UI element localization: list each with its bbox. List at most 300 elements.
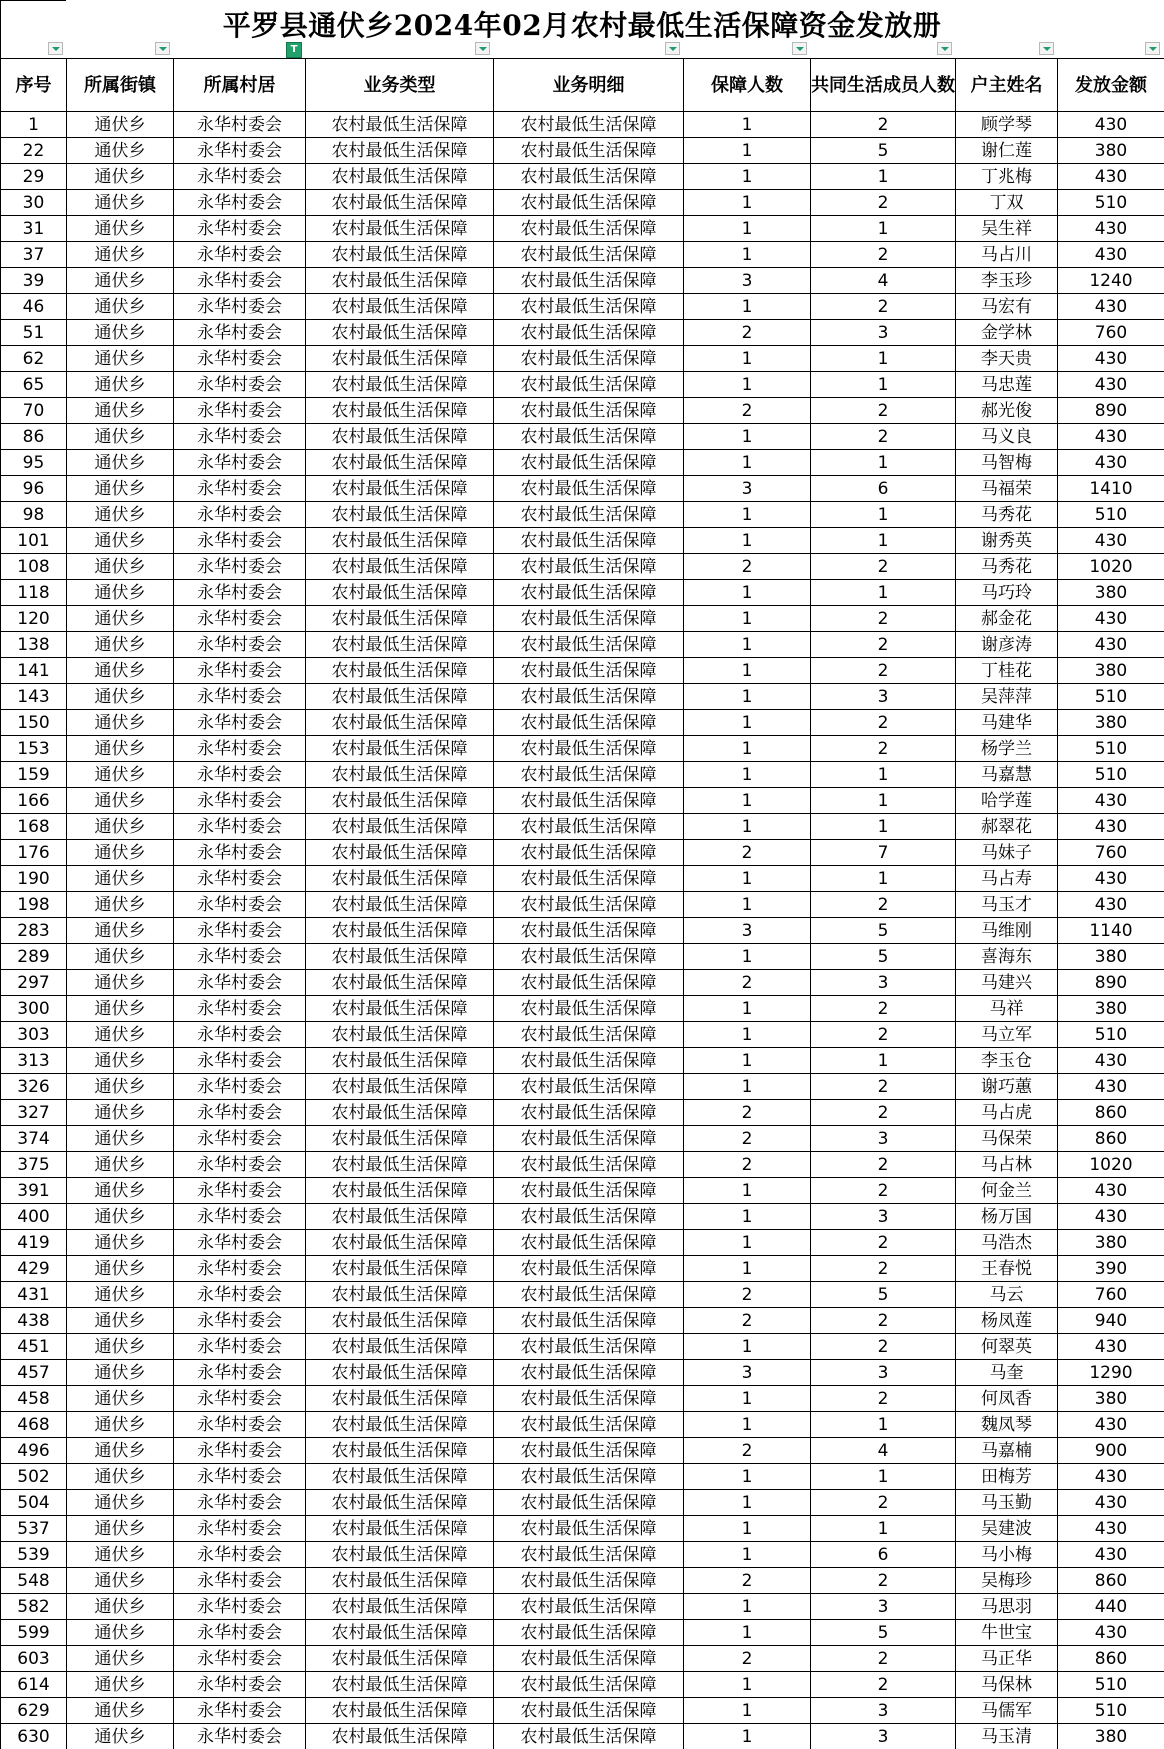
table-cell[interactable]: 农村最低生活保障 xyxy=(306,1412,494,1438)
table-cell[interactable]: 2 xyxy=(811,606,956,632)
table-cell[interactable]: 5 xyxy=(811,918,956,944)
table-cell[interactable]: 2 xyxy=(811,1074,956,1100)
table-cell[interactable]: 马占寿 xyxy=(956,866,1058,892)
table-cell[interactable]: 3 xyxy=(684,476,811,502)
table-cell[interactable]: 51 xyxy=(1,320,67,346)
table-cell[interactable]: 农村最低生活保障 xyxy=(306,1698,494,1724)
table-cell[interactable]: 1 xyxy=(684,762,811,788)
table-cell[interactable]: 永华村委会 xyxy=(174,658,306,684)
table-cell[interactable]: 农村最低生活保障 xyxy=(494,684,684,710)
table-cell[interactable]: 农村最低生活保障 xyxy=(306,268,494,294)
table-cell[interactable]: 李玉仓 xyxy=(956,1048,1058,1074)
filter-dropdown-icon[interactable] xyxy=(1145,42,1160,55)
table-cell[interactable]: 农村最低生活保障 xyxy=(306,840,494,866)
table-cell[interactable]: 永华村委会 xyxy=(174,1074,306,1100)
table-cell[interactable]: 魏凤琴 xyxy=(956,1412,1058,1438)
table-cell[interactable]: 1 xyxy=(684,502,811,528)
table-cell[interactable]: 农村最低生活保障 xyxy=(494,762,684,788)
table-cell[interactable]: 通伏乡 xyxy=(67,944,174,970)
table-cell[interactable]: 39 xyxy=(1,268,67,294)
table-cell[interactable]: 70 xyxy=(1,398,67,424)
table-cell[interactable]: 马维刚 xyxy=(956,918,1058,944)
table-cell[interactable]: 永华村委会 xyxy=(174,112,306,138)
table-cell[interactable]: 通伏乡 xyxy=(67,1412,174,1438)
table-cell[interactable]: 农村最低生活保障 xyxy=(306,762,494,788)
table-cell[interactable]: 2 xyxy=(811,658,956,684)
table-cell[interactable]: 通伏乡 xyxy=(67,476,174,502)
table-cell[interactable]: 468 xyxy=(1,1412,67,1438)
table-cell[interactable]: 1 xyxy=(684,710,811,736)
table-cell[interactable]: 通伏乡 xyxy=(67,450,174,476)
table-cell[interactable]: 通伏乡 xyxy=(67,138,174,164)
table-cell[interactable]: 通伏乡 xyxy=(67,840,174,866)
table-cell[interactable]: 农村最低生活保障 xyxy=(306,1438,494,1464)
table-cell[interactable]: 永华村委会 xyxy=(174,320,306,346)
table-cell[interactable]: 永华村委会 xyxy=(174,710,306,736)
table-cell[interactable]: 农村最低生活保障 xyxy=(494,1282,684,1308)
table-cell[interactable]: 430 xyxy=(1058,1334,1164,1360)
table-cell[interactable]: 5 xyxy=(811,1282,956,1308)
header-cell[interactable]: 序号 xyxy=(1,59,67,112)
table-cell[interactable]: 永华村委会 xyxy=(174,1568,306,1594)
table-cell[interactable]: 农村最低生活保障 xyxy=(306,1204,494,1230)
table-cell[interactable]: 430 xyxy=(1058,866,1164,892)
table-cell[interactable]: 农村最低生活保障 xyxy=(306,1724,494,1749)
table-cell[interactable]: 农村最低生活保障 xyxy=(494,476,684,502)
table-cell[interactable]: 375 xyxy=(1,1152,67,1178)
table-cell[interactable]: 农村最低生活保障 xyxy=(494,268,684,294)
table-cell[interactable]: 1 xyxy=(684,1516,811,1542)
table-cell[interactable]: 1 xyxy=(684,138,811,164)
table-cell[interactable]: 5 xyxy=(811,138,956,164)
table-cell[interactable]: 1 xyxy=(811,164,956,190)
table-cell[interactable]: 1 xyxy=(684,606,811,632)
table-cell[interactable]: 通伏乡 xyxy=(67,1438,174,1464)
table-cell[interactable]: 马正华 xyxy=(956,1646,1058,1672)
table-cell[interactable]: 通伏乡 xyxy=(67,684,174,710)
table-cell[interactable]: 430 xyxy=(1058,1620,1164,1646)
table-cell[interactable]: 1 xyxy=(811,788,956,814)
table-cell[interactable]: 138 xyxy=(1,632,67,658)
table-cell[interactable]: 郝金花 xyxy=(956,606,1058,632)
table-cell[interactable]: 永华村委会 xyxy=(174,632,306,658)
table-cell[interactable]: 510 xyxy=(1058,1672,1164,1698)
table-cell[interactable]: 1 xyxy=(811,1464,956,1490)
table-cell[interactable]: 430 xyxy=(1058,424,1164,450)
table-cell[interactable]: 田梅芳 xyxy=(956,1464,1058,1490)
table-cell[interactable]: 1 xyxy=(1,112,67,138)
table-cell[interactable]: 永华村委会 xyxy=(174,1698,306,1724)
table-cell[interactable]: 7 xyxy=(811,840,956,866)
header-cell[interactable]: 保障人数 xyxy=(684,59,811,112)
table-cell[interactable]: 940 xyxy=(1058,1308,1164,1334)
table-cell[interactable]: 农村最低生活保障 xyxy=(494,1490,684,1516)
table-cell[interactable]: 31 xyxy=(1,216,67,242)
table-cell[interactable]: 通伏乡 xyxy=(67,1282,174,1308)
table-cell[interactable]: 431 xyxy=(1,1282,67,1308)
table-cell[interactable]: 327 xyxy=(1,1100,67,1126)
table-cell[interactable]: 通伏乡 xyxy=(67,1464,174,1490)
table-cell[interactable]: 1 xyxy=(811,346,956,372)
table-cell[interactable]: 通伏乡 xyxy=(67,372,174,398)
table-cell[interactable]: 农村最低生活保障 xyxy=(494,1334,684,1360)
table-cell[interactable]: 1 xyxy=(684,866,811,892)
table-cell[interactable]: 通伏乡 xyxy=(67,892,174,918)
table-cell[interactable]: 农村最低生活保障 xyxy=(494,1620,684,1646)
table-cell[interactable]: 农村最低生活保障 xyxy=(306,892,494,918)
table-cell[interactable]: 马玉清 xyxy=(956,1724,1058,1749)
table-cell[interactable]: 400 xyxy=(1,1204,67,1230)
table-cell[interactable]: 永华村委会 xyxy=(174,502,306,528)
table-cell[interactable]: 2 xyxy=(811,1334,956,1360)
table-cell[interactable]: 通伏乡 xyxy=(67,632,174,658)
table-cell[interactable]: 2 xyxy=(811,1490,956,1516)
table-cell[interactable]: 哈学莲 xyxy=(956,788,1058,814)
table-cell[interactable]: 马立军 xyxy=(956,1022,1058,1048)
table-cell[interactable]: 农村最低生活保障 xyxy=(494,1412,684,1438)
table-cell[interactable]: 380 xyxy=(1058,1386,1164,1412)
table-cell[interactable]: 农村最低生活保障 xyxy=(306,164,494,190)
table-cell[interactable]: 2 xyxy=(811,996,956,1022)
table-cell[interactable]: 永华村委会 xyxy=(174,216,306,242)
table-cell[interactable]: 430 xyxy=(1058,450,1164,476)
table-cell[interactable]: 539 xyxy=(1,1542,67,1568)
table-cell[interactable]: 农村最低生活保障 xyxy=(306,242,494,268)
table-cell[interactable]: 537 xyxy=(1,1516,67,1542)
table-cell[interactable]: 马忠莲 xyxy=(956,372,1058,398)
table-cell[interactable]: 1 xyxy=(684,1412,811,1438)
table-cell[interactable]: 2 xyxy=(811,1230,956,1256)
table-cell[interactable]: 1 xyxy=(684,1256,811,1282)
table-cell[interactable]: 谢秀英 xyxy=(956,528,1058,554)
table-cell[interactable]: 农村最低生活保障 xyxy=(494,736,684,762)
table-cell[interactable]: 农村最低生活保障 xyxy=(306,190,494,216)
table-cell[interactable]: 马嘉楠 xyxy=(956,1438,1058,1464)
table-cell[interactable]: 永华村委会 xyxy=(174,1022,306,1048)
table-cell[interactable]: 890 xyxy=(1058,970,1164,996)
table-cell[interactable]: 326 xyxy=(1,1074,67,1100)
table-cell[interactable]: 通伏乡 xyxy=(67,658,174,684)
table-cell[interactable]: 1 xyxy=(811,502,956,528)
table-cell[interactable]: 通伏乡 xyxy=(67,1126,174,1152)
table-cell[interactable]: 永华村委会 xyxy=(174,840,306,866)
table-cell[interactable]: 马福荣 xyxy=(956,476,1058,502)
table-cell[interactable]: 马占川 xyxy=(956,242,1058,268)
table-cell[interactable]: 永华村委会 xyxy=(174,814,306,840)
table-cell[interactable]: 1 xyxy=(811,814,956,840)
table-cell[interactable]: 马建兴 xyxy=(956,970,1058,996)
table-cell[interactable]: 118 xyxy=(1,580,67,606)
table-cell[interactable]: 农村最低生活保障 xyxy=(494,1100,684,1126)
table-cell[interactable]: 通伏乡 xyxy=(67,1074,174,1100)
table-cell[interactable]: 马儒军 xyxy=(956,1698,1058,1724)
table-cell[interactable]: 1 xyxy=(684,814,811,840)
table-cell[interactable]: 502 xyxy=(1,1464,67,1490)
table-cell[interactable]: 永华村委会 xyxy=(174,970,306,996)
table-cell[interactable]: 农村最低生活保障 xyxy=(494,1126,684,1152)
table-cell[interactable]: 2 xyxy=(684,1152,811,1178)
table-cell[interactable]: 王春悦 xyxy=(956,1256,1058,1282)
table-cell[interactable]: 农村最低生活保障 xyxy=(494,424,684,450)
table-cell[interactable]: 永华村委会 xyxy=(174,528,306,554)
table-cell[interactable]: 430 xyxy=(1058,1204,1164,1230)
table-cell[interactable]: 马保荣 xyxy=(956,1126,1058,1152)
table-cell[interactable]: 马保林 xyxy=(956,1672,1058,1698)
table-cell[interactable]: 1140 xyxy=(1058,918,1164,944)
table-cell[interactable]: 通伏乡 xyxy=(67,1490,174,1516)
table-cell[interactable]: 农村最低生活保障 xyxy=(306,1048,494,1074)
table-cell[interactable]: 2 xyxy=(811,736,956,762)
table-cell[interactable]: 通伏乡 xyxy=(67,606,174,632)
table-cell[interactable]: 1 xyxy=(684,580,811,606)
table-cell[interactable]: 3 xyxy=(811,1724,956,1749)
table-cell[interactable]: 永华村委会 xyxy=(174,554,306,580)
table-cell[interactable]: 永华村委会 xyxy=(174,866,306,892)
table-cell[interactable]: 农村最低生活保障 xyxy=(306,1386,494,1412)
table-cell[interactable]: 430 xyxy=(1058,814,1164,840)
table-cell[interactable]: 农村最低生活保障 xyxy=(494,346,684,372)
table-cell[interactable]: 2 xyxy=(684,320,811,346)
table-cell[interactable]: 农村最低生活保障 xyxy=(306,1360,494,1386)
table-cell[interactable]: 614 xyxy=(1,1672,67,1698)
table-cell[interactable]: 2 xyxy=(684,1308,811,1334)
table-cell[interactable]: 通伏乡 xyxy=(67,1100,174,1126)
table-cell[interactable]: 2 xyxy=(684,1646,811,1672)
table-cell[interactable]: 630 xyxy=(1,1724,67,1749)
table-cell[interactable]: 农村最低生活保障 xyxy=(306,1100,494,1126)
table-cell[interactable]: 马奎 xyxy=(956,1360,1058,1386)
table-cell[interactable]: 通伏乡 xyxy=(67,996,174,1022)
table-cell[interactable]: 农村最低生活保障 xyxy=(306,216,494,242)
table-cell[interactable]: 430 xyxy=(1058,112,1164,138)
table-cell[interactable]: 农村最低生活保障 xyxy=(306,1230,494,1256)
table-cell[interactable]: 391 xyxy=(1,1178,67,1204)
table-cell[interactable]: 农村最低生活保障 xyxy=(494,450,684,476)
table-cell[interactable]: 永华村委会 xyxy=(174,1490,306,1516)
table-cell[interactable]: 农村最低生活保障 xyxy=(494,1386,684,1412)
table-cell[interactable]: 2 xyxy=(684,1282,811,1308)
table-cell[interactable]: 农村最低生活保障 xyxy=(494,1516,684,1542)
table-cell[interactable]: 通伏乡 xyxy=(67,112,174,138)
table-cell[interactable]: 农村最低生活保障 xyxy=(494,1464,684,1490)
table-cell[interactable]: 5 xyxy=(811,1620,956,1646)
table-cell[interactable]: 通伏乡 xyxy=(67,970,174,996)
table-cell[interactable]: 430 xyxy=(1058,1516,1164,1542)
table-cell[interactable]: 马秀花 xyxy=(956,554,1058,580)
table-cell[interactable]: 农村最低生活保障 xyxy=(494,1698,684,1724)
table-cell[interactable]: 农村最低生活保障 xyxy=(494,866,684,892)
table-cell[interactable]: 农村最低生活保障 xyxy=(494,320,684,346)
table-cell[interactable]: 190 xyxy=(1,866,67,892)
table-cell[interactable]: 1 xyxy=(684,1048,811,1074)
header-cell[interactable]: 业务明细 xyxy=(494,59,684,112)
table-cell[interactable]: 2 xyxy=(811,1100,956,1126)
table-cell[interactable]: 李玉珍 xyxy=(956,268,1058,294)
table-cell[interactable]: 杨学兰 xyxy=(956,736,1058,762)
table-cell[interactable]: 农村最低生活保障 xyxy=(306,944,494,970)
table-cell[interactable]: 通伏乡 xyxy=(67,216,174,242)
table-cell[interactable]: 1 xyxy=(811,1412,956,1438)
table-cell[interactable]: 永华村委会 xyxy=(174,1620,306,1646)
table-cell[interactable]: 通伏乡 xyxy=(67,190,174,216)
table-cell[interactable]: 2 xyxy=(811,1672,956,1698)
table-cell[interactable]: 1020 xyxy=(1058,554,1164,580)
table-cell[interactable]: 永华村委会 xyxy=(174,450,306,476)
filter-dropdown-icon[interactable] xyxy=(1039,42,1054,55)
table-cell[interactable]: 457 xyxy=(1,1360,67,1386)
table-cell[interactable]: 永华村委会 xyxy=(174,372,306,398)
table-cell[interactable]: 农村最低生活保障 xyxy=(494,710,684,736)
table-cell[interactable]: 通伏乡 xyxy=(67,1178,174,1204)
filter-dropdown-icon[interactable] xyxy=(48,42,63,55)
table-cell[interactable]: 3 xyxy=(684,1360,811,1386)
table-cell[interactable]: 何翠英 xyxy=(956,1334,1058,1360)
table-cell[interactable]: 430 xyxy=(1058,1464,1164,1490)
table-cell[interactable]: 牛世宝 xyxy=(956,1620,1058,1646)
table-cell[interactable]: 农村最低生活保障 xyxy=(306,684,494,710)
table-cell[interactable]: 1 xyxy=(684,1022,811,1048)
filter-dropdown-icon[interactable] xyxy=(155,42,170,55)
table-cell[interactable]: 农村最低生活保障 xyxy=(494,996,684,1022)
table-cell[interactable]: 2 xyxy=(684,1126,811,1152)
table-cell[interactable]: 通伏乡 xyxy=(67,736,174,762)
table-cell[interactable]: 1 xyxy=(684,372,811,398)
table-cell[interactable]: 1410 xyxy=(1058,476,1164,502)
table-cell[interactable]: 通伏乡 xyxy=(67,294,174,320)
table-cell[interactable]: 900 xyxy=(1058,1438,1164,1464)
table-cell[interactable]: 29 xyxy=(1,164,67,190)
table-cell[interactable]: 谢巧蕙 xyxy=(956,1074,1058,1100)
table-cell[interactable]: 杨万国 xyxy=(956,1204,1058,1230)
table-cell[interactable]: 农村最低生活保障 xyxy=(494,1022,684,1048)
table-cell[interactable]: 1 xyxy=(684,1620,811,1646)
table-cell[interactable]: 农村最低生活保障 xyxy=(306,1464,494,1490)
table-cell[interactable]: 2 xyxy=(811,294,956,320)
table-cell[interactable]: 农村最低生活保障 xyxy=(306,606,494,632)
table-cell[interactable]: 永华村委会 xyxy=(174,190,306,216)
table-cell[interactable]: 通伏乡 xyxy=(67,814,174,840)
table-cell[interactable]: 95 xyxy=(1,450,67,476)
table-cell[interactable]: 430 xyxy=(1058,1074,1164,1100)
table-cell[interactable]: 农村最低生活保障 xyxy=(494,164,684,190)
table-cell[interactable]: 永华村委会 xyxy=(174,684,306,710)
table-cell[interactable]: 农村最低生活保障 xyxy=(494,1672,684,1698)
table-cell[interactable]: 农村最低生活保障 xyxy=(306,1620,494,1646)
table-cell[interactable]: 农村最低生活保障 xyxy=(494,1048,684,1074)
table-cell[interactable]: 永华村委会 xyxy=(174,1516,306,1542)
table-cell[interactable]: 1 xyxy=(684,1386,811,1412)
table-cell[interactable]: 1290 xyxy=(1058,1360,1164,1386)
table-cell[interactable]: 永华村委会 xyxy=(174,1542,306,1568)
table-cell[interactable]: 65 xyxy=(1,372,67,398)
table-cell[interactable]: 金学林 xyxy=(956,320,1058,346)
table-cell[interactable]: 通伏乡 xyxy=(67,268,174,294)
table-cell[interactable]: 430 xyxy=(1058,632,1164,658)
table-cell[interactable]: 通伏乡 xyxy=(67,1620,174,1646)
table-cell[interactable]: 1 xyxy=(684,1074,811,1100)
table-cell[interactable]: 419 xyxy=(1,1230,67,1256)
table-cell[interactable]: 390 xyxy=(1058,1256,1164,1282)
table-cell[interactable]: 通伏乡 xyxy=(67,1386,174,1412)
table-cell[interactable]: 1 xyxy=(684,1490,811,1516)
table-cell[interactable]: 农村最低生活保障 xyxy=(494,1724,684,1749)
table-cell[interactable]: 1 xyxy=(811,866,956,892)
table-cell[interactable]: 农村最低生活保障 xyxy=(494,372,684,398)
table-cell[interactable]: 1020 xyxy=(1058,1152,1164,1178)
table-cell[interactable]: 永华村委会 xyxy=(174,892,306,918)
table-cell[interactable]: 吴萍萍 xyxy=(956,684,1058,710)
table-cell[interactable]: 510 xyxy=(1058,1698,1164,1724)
table-cell[interactable]: 农村最低生活保障 xyxy=(306,1256,494,1282)
table-cell[interactable]: 马巧玲 xyxy=(956,580,1058,606)
table-cell[interactable]: 农村最低生活保障 xyxy=(306,424,494,450)
table-cell[interactable]: 2 xyxy=(684,1438,811,1464)
table-cell[interactable]: 农村最低生活保障 xyxy=(306,1672,494,1698)
table-cell[interactable]: 510 xyxy=(1058,1022,1164,1048)
table-cell[interactable]: 153 xyxy=(1,736,67,762)
table-cell[interactable]: 2 xyxy=(811,632,956,658)
table-cell[interactable]: 通伏乡 xyxy=(67,1230,174,1256)
table-cell[interactable]: 农村最低生活保障 xyxy=(494,216,684,242)
table-cell[interactable]: 农村最低生活保障 xyxy=(306,294,494,320)
table-cell[interactable]: 380 xyxy=(1058,944,1164,970)
table-cell[interactable]: 3 xyxy=(811,1126,956,1152)
table-cell[interactable]: 46 xyxy=(1,294,67,320)
table-cell[interactable]: 杨凤莲 xyxy=(956,1308,1058,1334)
table-cell[interactable]: 通伏乡 xyxy=(67,788,174,814)
table-cell[interactable]: 198 xyxy=(1,892,67,918)
table-cell[interactable]: 2 xyxy=(811,1022,956,1048)
table-cell[interactable]: 何金兰 xyxy=(956,1178,1058,1204)
table-cell[interactable]: 李天贵 xyxy=(956,346,1058,372)
table-cell[interactable]: 860 xyxy=(1058,1646,1164,1672)
table-cell[interactable]: 通伏乡 xyxy=(67,580,174,606)
table-cell[interactable]: 2 xyxy=(811,1178,956,1204)
table-cell[interactable]: 760 xyxy=(1058,320,1164,346)
table-cell[interactable]: 510 xyxy=(1058,736,1164,762)
table-cell[interactable]: 2 xyxy=(811,190,956,216)
table-cell[interactable]: 吴生祥 xyxy=(956,216,1058,242)
table-cell[interactable]: 1 xyxy=(684,1334,811,1360)
table-cell[interactable]: 通伏乡 xyxy=(67,242,174,268)
table-cell[interactable]: 159 xyxy=(1,762,67,788)
table-cell[interactable]: 通伏乡 xyxy=(67,1724,174,1749)
table-cell[interactable]: 永华村委会 xyxy=(174,736,306,762)
table-cell[interactable]: 1 xyxy=(684,216,811,242)
table-cell[interactable]: 1 xyxy=(811,528,956,554)
table-cell[interactable]: 永华村委会 xyxy=(174,1204,306,1230)
table-cell[interactable]: 永华村委会 xyxy=(174,606,306,632)
table-cell[interactable]: 2 xyxy=(811,1256,956,1282)
table-cell[interactable]: 农村最低生活保障 xyxy=(306,1152,494,1178)
table-cell[interactable]: 101 xyxy=(1,528,67,554)
table-cell[interactable]: 1 xyxy=(684,1542,811,1568)
table-cell[interactable]: 430 xyxy=(1058,164,1164,190)
table-cell[interactable]: 农村最低生活保障 xyxy=(494,658,684,684)
table-cell[interactable]: 1 xyxy=(684,1178,811,1204)
table-cell[interactable]: 农村最低生活保障 xyxy=(494,1594,684,1620)
table-cell[interactable]: 760 xyxy=(1058,840,1164,866)
table-cell[interactable]: 农村最低生活保障 xyxy=(494,502,684,528)
table-cell[interactable]: 2 xyxy=(684,840,811,866)
table-cell[interactable]: 2 xyxy=(684,1100,811,1126)
table-cell[interactable]: 430 xyxy=(1058,1178,1164,1204)
table-cell[interactable]: 430 xyxy=(1058,606,1164,632)
table-cell[interactable]: 1 xyxy=(684,736,811,762)
table-cell[interactable]: 2 xyxy=(811,710,956,736)
table-cell[interactable]: 农村最低生活保障 xyxy=(306,346,494,372)
table-cell[interactable]: 农村最低生活保障 xyxy=(306,658,494,684)
